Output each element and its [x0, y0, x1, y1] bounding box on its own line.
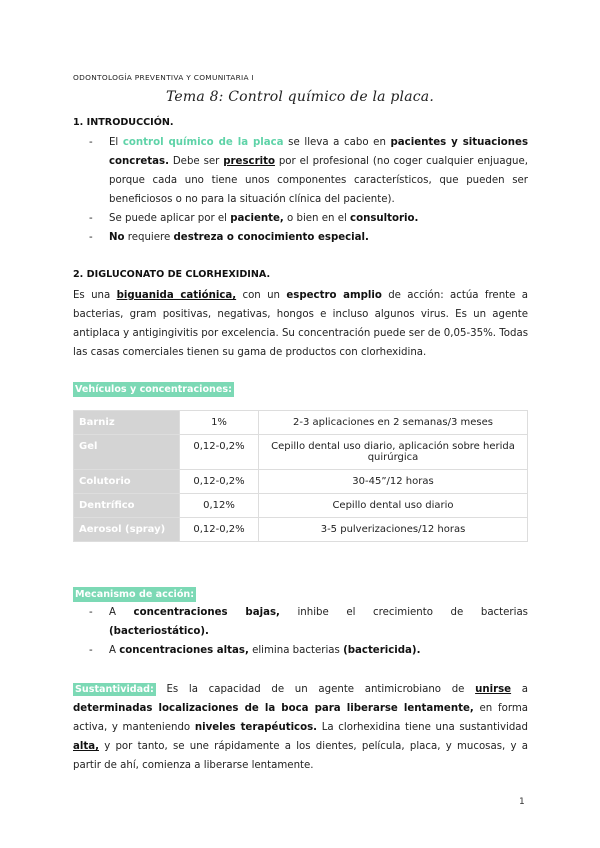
list-item: - Se puede aplicar por el paciente, o bien en el consultorio.	[89, 213, 419, 224]
section-heading-introduccion: 1. INTRODUCCIÓN.	[73, 117, 174, 128]
usage-cell: 3-5 pulverizaciones/12 horas	[259, 518, 528, 542]
vehicle-name-cell: Gel	[74, 435, 180, 470]
usage-cell: 2-3 aplicaciones en 2 semanas/3 meses	[259, 411, 528, 435]
usage-cell: Cepillo dental uso diario	[259, 494, 528, 518]
concentration-cell: 1%	[180, 411, 259, 435]
page-number: 1	[519, 797, 525, 807]
table-row	[74, 470, 528, 494]
concentration-cell: 0,12%	[180, 494, 259, 518]
list-item: - A concentraciones bajas, inhibe el crecimiento de bacterias (bacteriostático).	[89, 607, 528, 637]
list-item: - A concentraciones altas, elimina bacterias (bactericida).	[89, 645, 421, 656]
substantivity-label: Sustantividad:	[75, 684, 154, 695]
section-heading-clorhexidina: 2. DIGLUCONATO DE CLORHEXIDINA.	[73, 269, 271, 280]
vehicle-name-cell: Dentrífico	[74, 494, 180, 518]
list-item: - El control químico de la placa se lleva a cabo en pacientes y situaciones concretas. Debe ser prescrito por el profesional (no coger cualquier enjuague, porque cada uno tiene unos componentes característicos, que pueden ser beneficiosos o no para la situación clínica del paciente).	[89, 137, 529, 205]
list-item: - No requiere destreza o conocimiento especial.	[89, 232, 369, 243]
substantivity-paragraph: Sustantividad: Es la capacidad de un agente antimicrobiano de unirse a determinadas localizaciones de la boca para liberarse lentamente, en forma activa, y manteniendo niveles terapéuticos. La clorhexidina tiene una sustantividad alta, y por tanto, se une rápidamente a los dientes, película, placa, y mucosas, y a partir de ahí, comienza a liberarse lentamente.	[73, 684, 528, 771]
usage-cell: 30-45”/12 horas	[259, 470, 528, 494]
clorhexidina-paragraph: Es una biguanida catiónica, con un espectro amplio de acción: actúa frente a bacterias, gram positivas, negativas, hongos e incluso algunos virus. Es un agente antiplaca y antigingivitis por excelencia. Su concentración puede ser de 0,05-35%. Todas las casas comerciales tienen su gama de productos con clorhexidina.	[73, 290, 528, 358]
vehicles-label: Vehículos y concentraciones:	[75, 384, 232, 395]
concentration-cell: 0,12-0,2%	[180, 518, 259, 542]
vehicle-name-cell: Colutorio	[74, 470, 180, 494]
vehicle-name-cell: Barniz	[74, 411, 180, 435]
table-row	[74, 494, 528, 518]
mechanism-bullet-list	[73, 603, 528, 660]
vehicle-name-cell: Aerosol (spray)	[74, 518, 180, 542]
usage-cell: Cepillo dental uso diario, aplicación sobre herida quirúrgica	[259, 435, 528, 470]
vehicles-table	[73, 410, 528, 542]
table-row	[74, 411, 528, 435]
concentration-cell: 0,12-0,2%	[180, 470, 259, 494]
intro-bullet-list	[73, 133, 528, 247]
table-row	[74, 435, 528, 470]
mechanism-label: Mecanismo de acción:	[75, 589, 195, 600]
course-header: ODONTOLOGÍA PREVENTIVA Y COMUNITARIA I	[73, 73, 254, 82]
page-title: Tema 8: Control químico de la placa.	[165, 89, 435, 105]
table-row	[74, 518, 528, 542]
concentration-cell: 0,12-0,2%	[180, 435, 259, 470]
